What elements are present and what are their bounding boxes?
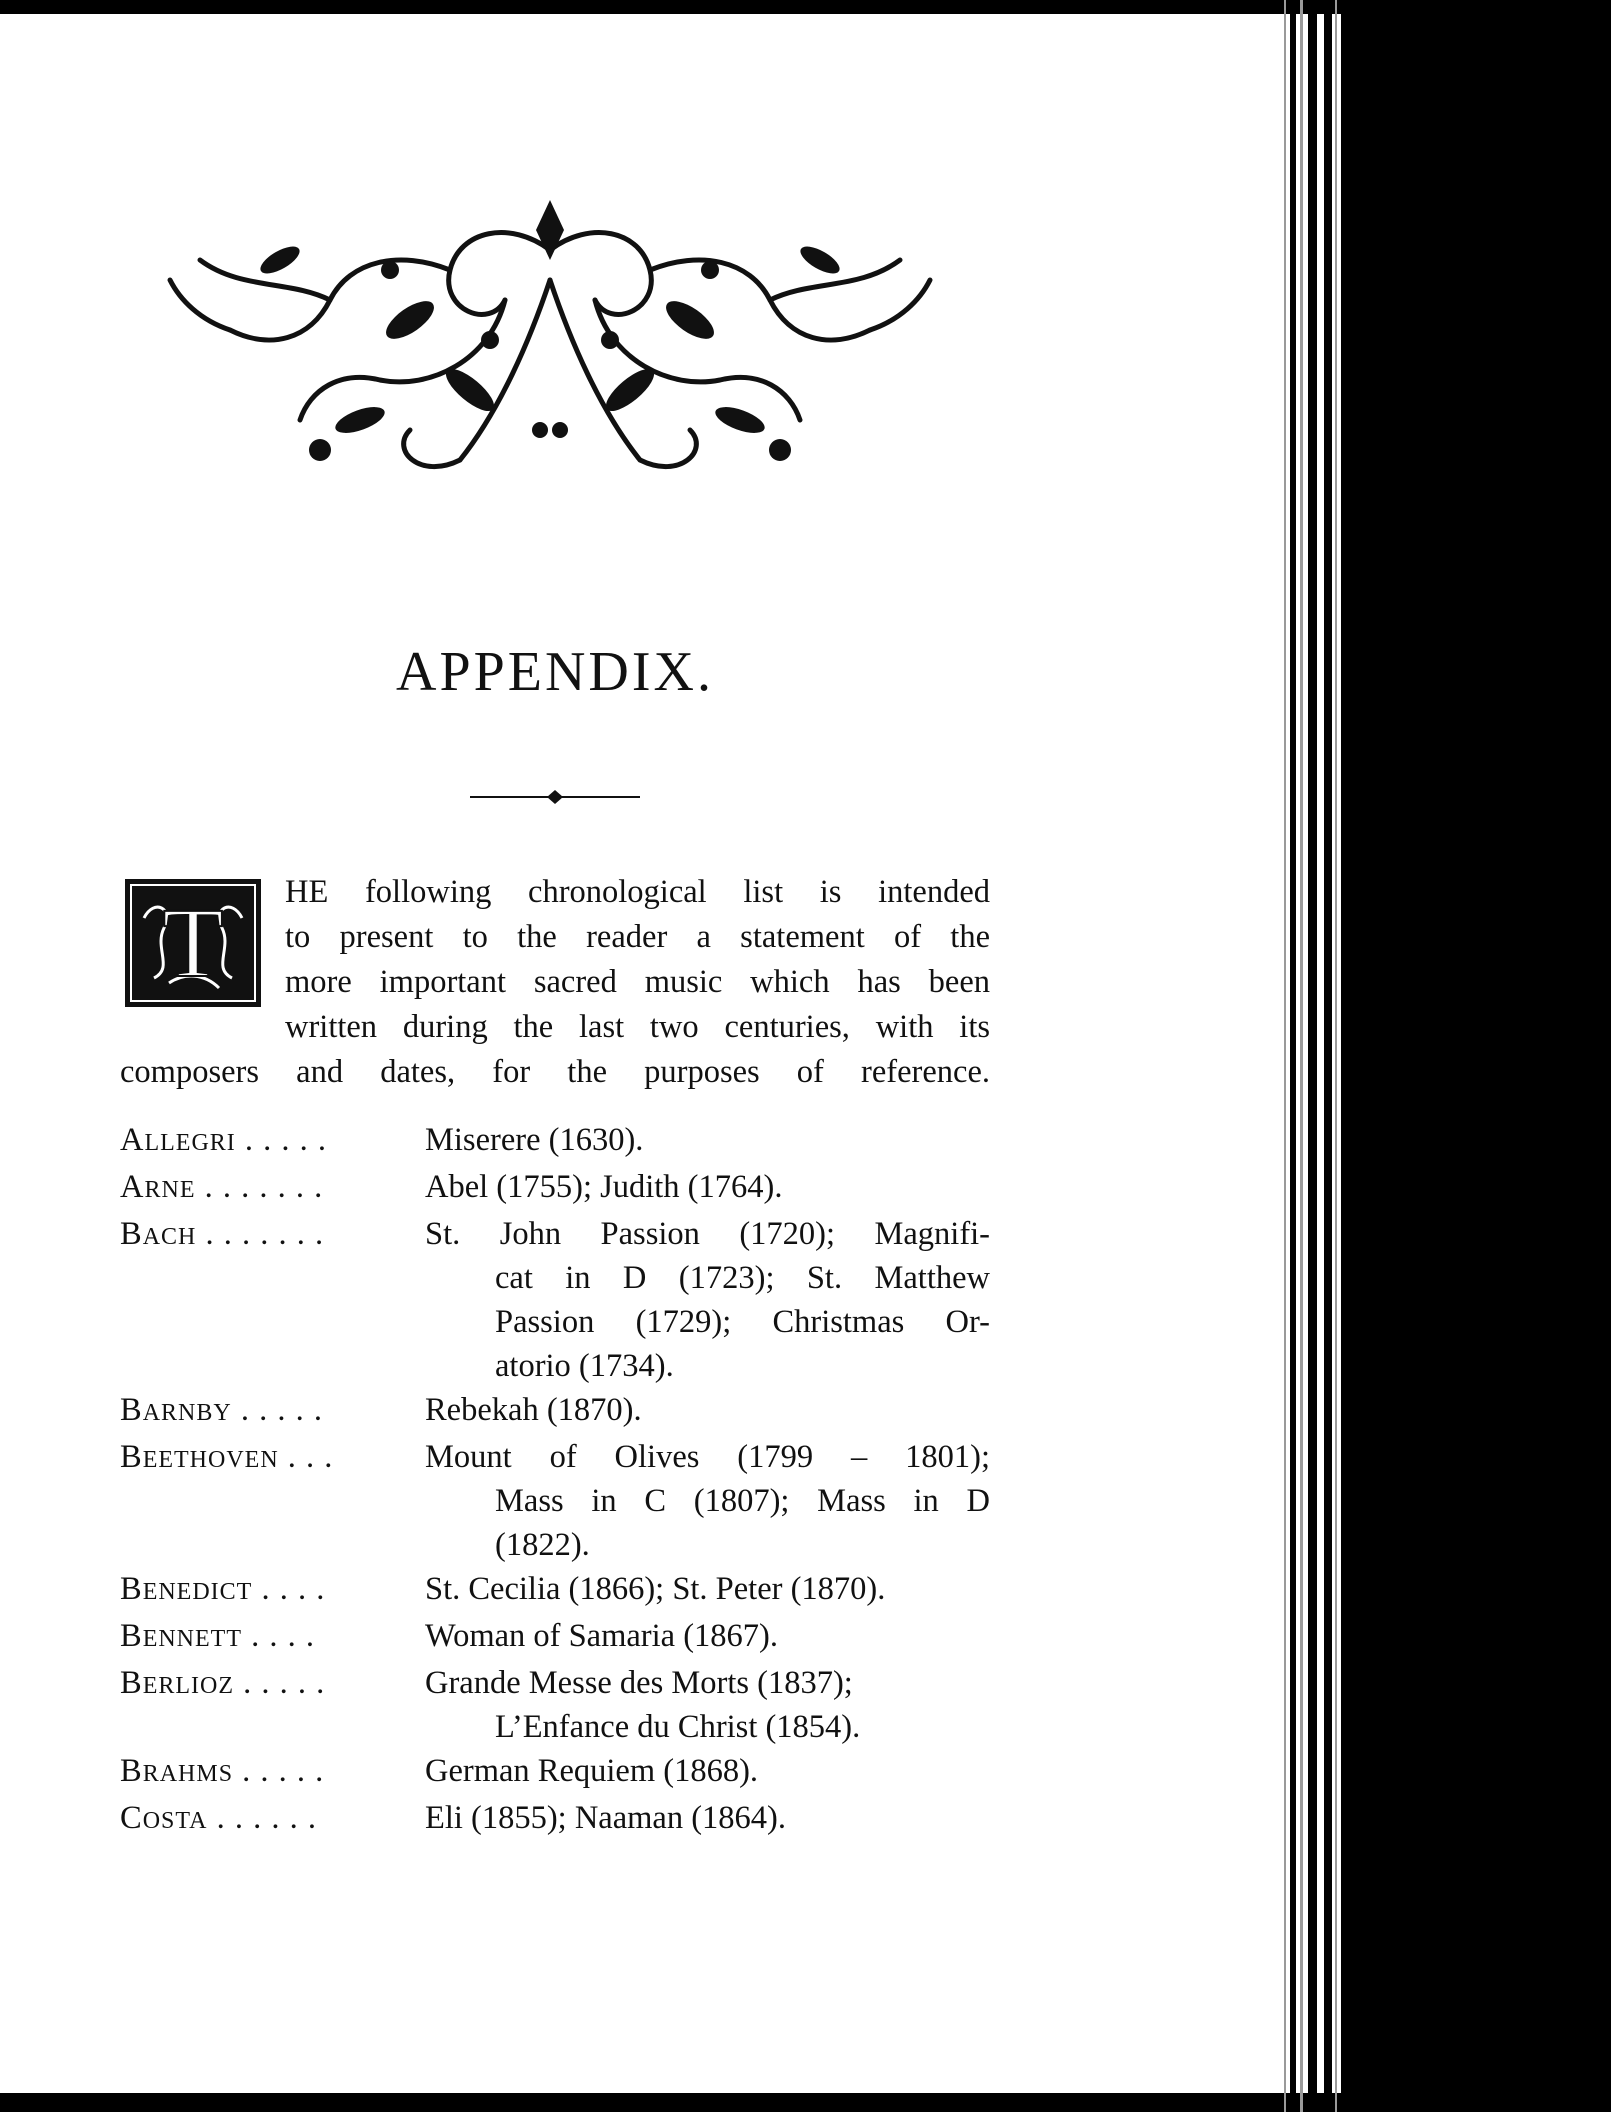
drop-cap-initial-icon [124,878,262,1008]
composer-name: BENNETT . . . . [120,1618,315,1654]
composer-works: St. John Passion (1720); Magnifi- cat in D (1723); St. Matthew Passion (1729); Christmas Or- atorio (1734). [425,1216,990,1384]
composer-works: Rebekah (1870). [425,1392,642,1428]
composer-works: Grande Messe des Morts (1837); L’Enfance du Christ (1854). [425,1665,861,1745]
list-item [120,1749,990,1796]
list-item [120,1165,990,1212]
intro-line: HE following chronological list is intended [285,874,990,910]
intro-line: written during the last two centuries, with its [285,1009,990,1045]
composer-name: BENEDICT . . . . [120,1571,326,1607]
composer-works: Eli (1855); Naaman (1864). [425,1800,787,1836]
composer-name: BACH . . . . . . . [120,1216,325,1252]
composer-works: Abel (1755); Judith (1764). [425,1169,783,1205]
composer-name: COSTA . . . . . . [120,1800,317,1836]
list-item [120,1435,990,1567]
diamond-rule-divider [470,790,640,804]
composer-works: St. Cecilia (1866); St. Peter (1870). [425,1571,886,1607]
svg-text:T: T [162,887,224,998]
intro-line: more important sacred music which has been [285,964,990,1000]
composer-works: Woman of Samaria (1867). [425,1618,778,1654]
list-item [120,1661,990,1749]
composer-works: Miserere (1630). [425,1122,644,1158]
composer-name: BERLIOZ . . . . . [120,1665,326,1701]
list-item [120,1567,990,1614]
composer-works: German Requiem (1868). [425,1753,759,1789]
composer-name: BARNBY . . . . . [120,1392,323,1428]
composer-name: ALLEGRI . . . . . [120,1122,328,1158]
floral-ornament-icon [160,190,940,490]
book-spine-edge [1280,0,1611,2112]
list-item [120,1212,990,1388]
composer-list [120,1118,990,1843]
list-item [120,1796,990,1843]
list-item [120,1118,990,1165]
composer-name: BEETHOVEN . . . [120,1439,334,1475]
composer-name: BRAHMS . . . . . [120,1753,325,1789]
page-title: APPENDIX. [396,641,714,703]
composer-name: ARNE . . . . . . . [120,1169,324,1205]
intro-paragraph [120,870,990,1095]
intro-line: composers and dates, for the purposes of reference. [120,1054,990,1090]
intro-line: to present to the reader a statement of the [285,919,990,955]
list-item [120,1388,990,1435]
list-item [120,1614,990,1661]
composer-works: Mount of Olives (1799 – 1801); Mass in C (1807); Mass in D (1822). [425,1439,990,1563]
